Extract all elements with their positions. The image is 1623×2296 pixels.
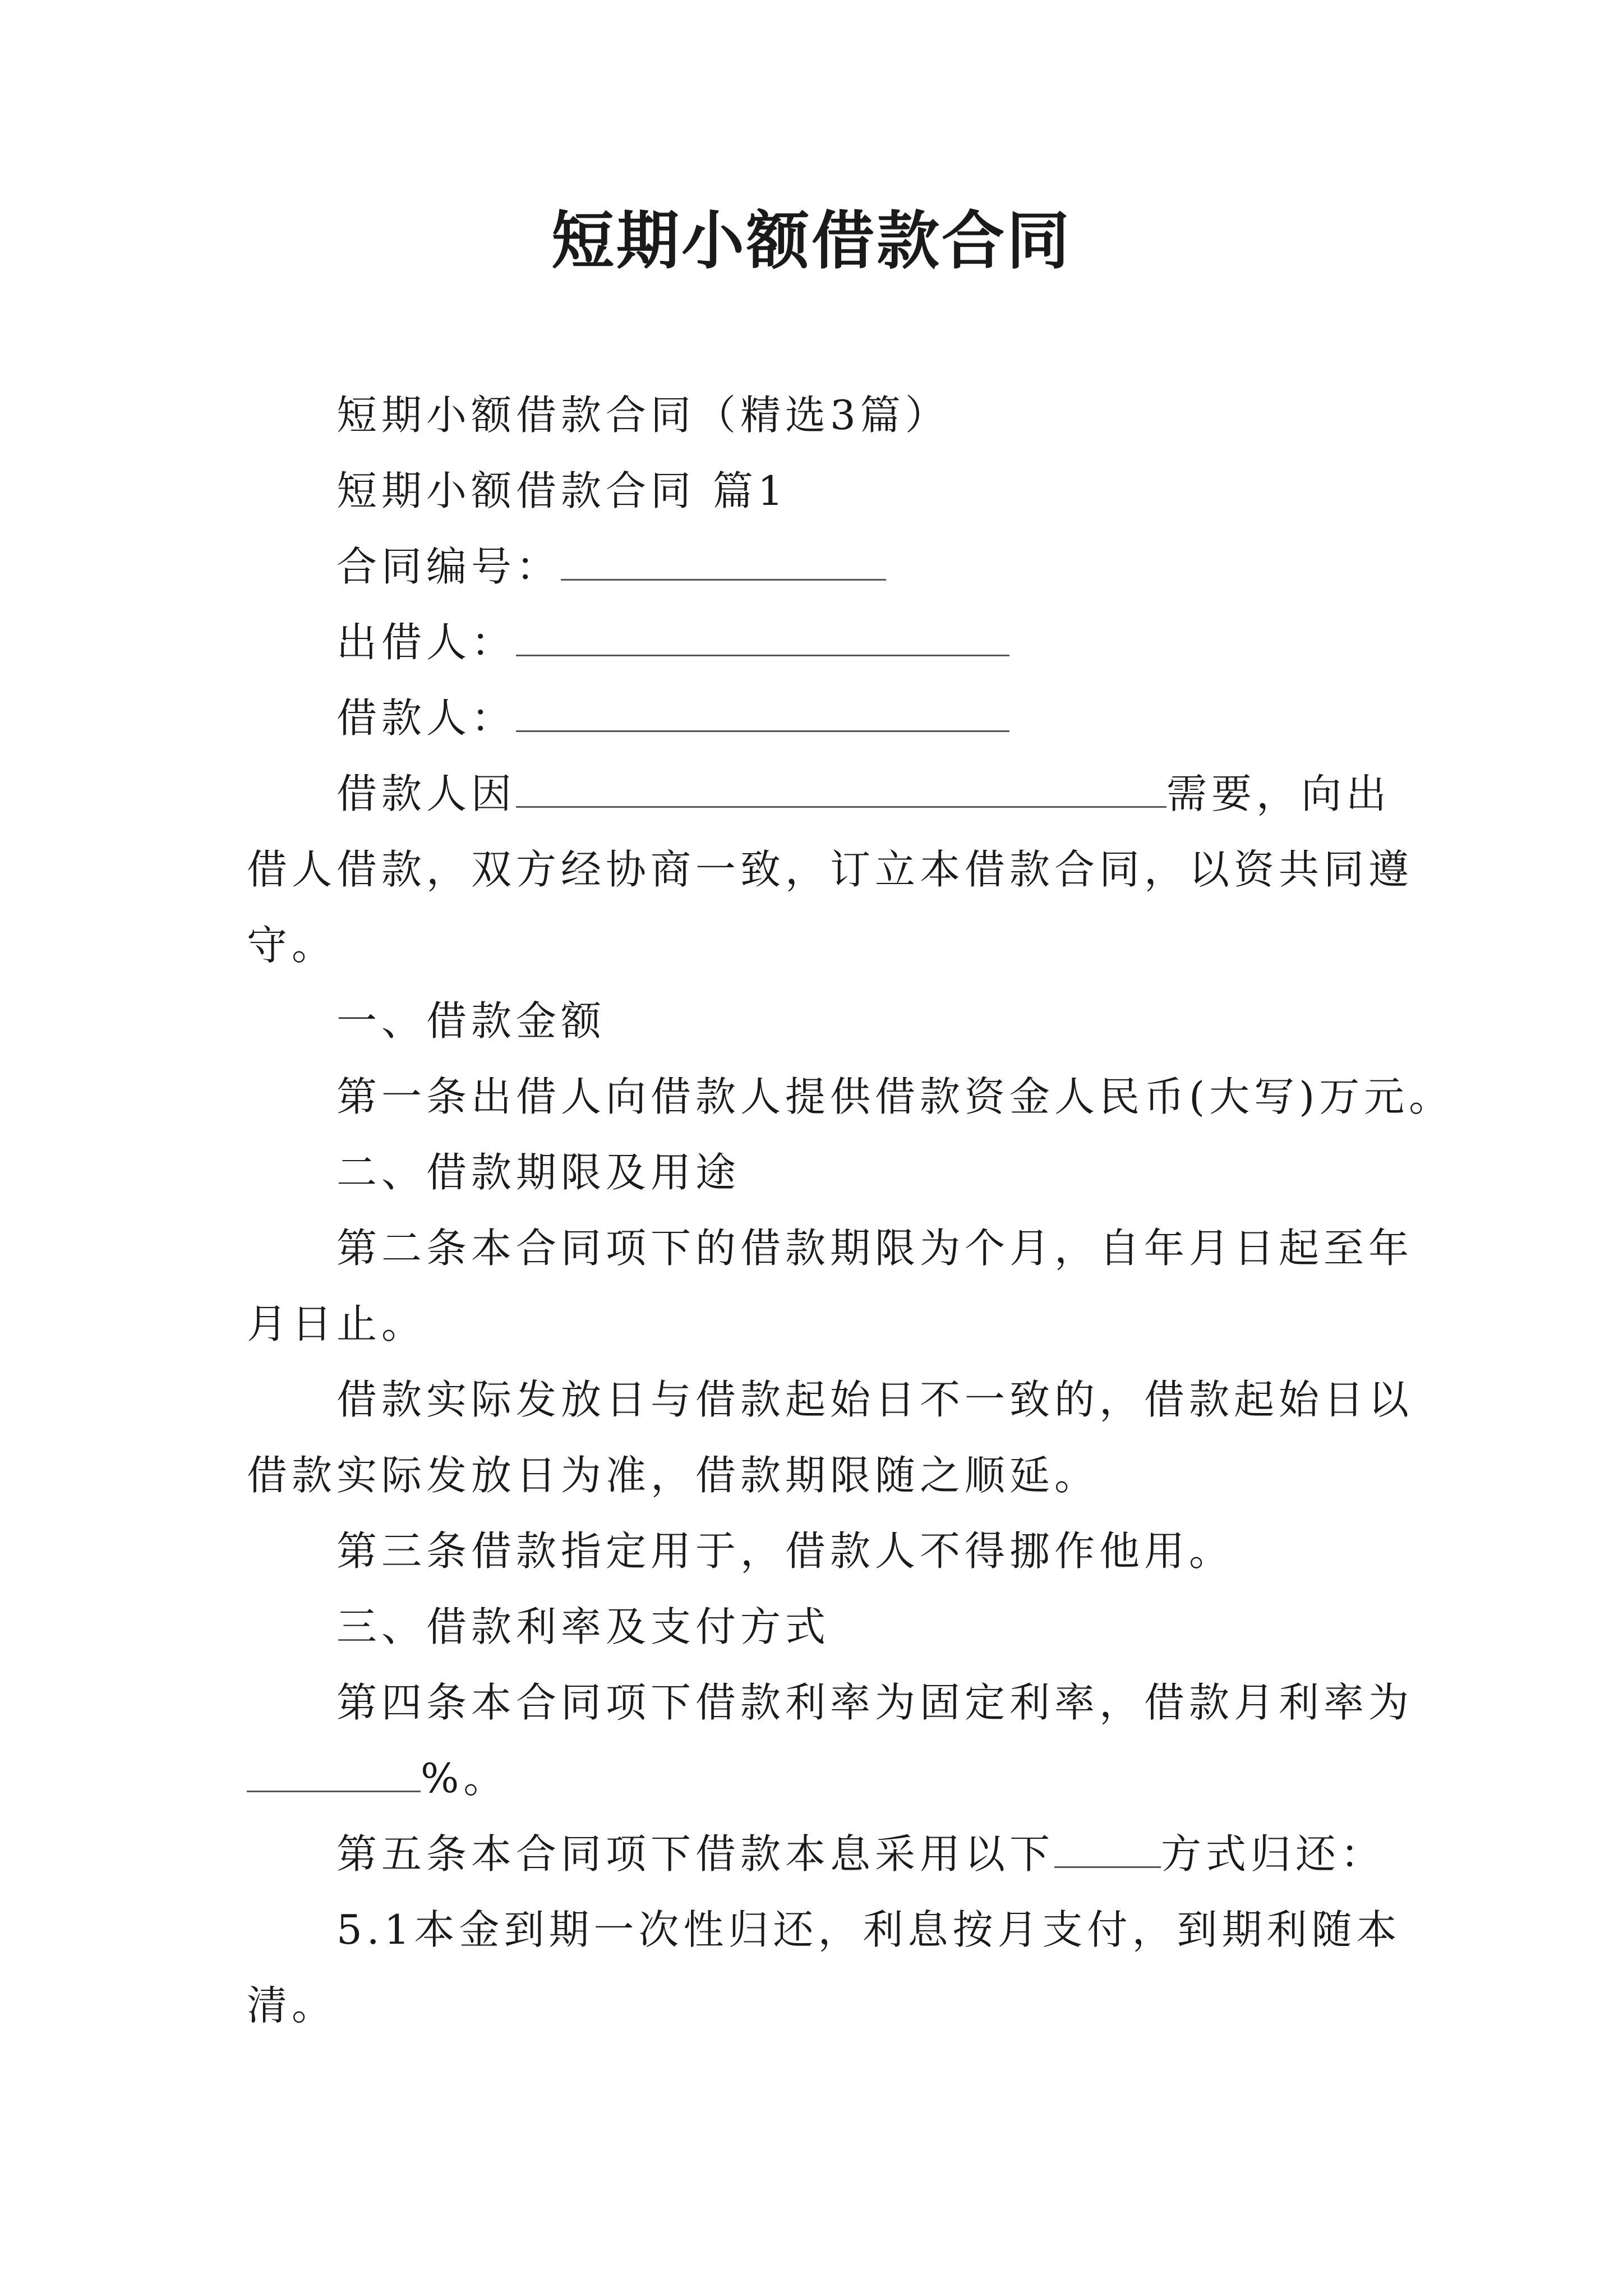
repayment-method-blank xyxy=(1054,1833,1161,1868)
reason-line-2: 借人借款，双方经协商一致，订立本借款合同，以资共同遵 xyxy=(247,846,1414,893)
lender-blank xyxy=(516,621,1009,656)
borrower-blank xyxy=(516,697,1009,732)
interest-rate-blank xyxy=(247,1757,421,1792)
heading-loan-amount: 一、借款金额 xyxy=(336,997,606,1045)
reason-suffix: 需要，向出 xyxy=(1166,770,1391,817)
article-2-line-1: 第二条本合同项下的借款期限为个月，自年月日起至年 xyxy=(336,1225,1414,1272)
borrower-label: 借款人： xyxy=(336,694,517,742)
lender-row xyxy=(336,614,1009,670)
subtitle: 短期小额借款合同（精选3篇） xyxy=(336,392,950,439)
contract-number-row xyxy=(336,539,886,595)
lender-label: 出借人： xyxy=(336,619,517,666)
reason-blank xyxy=(516,772,1166,808)
article-5-suffix: 方式归还： xyxy=(1161,1830,1386,1878)
article-2-line-2: 月日止。 xyxy=(247,1300,427,1347)
clause-5-1-line-2: 清。 xyxy=(247,1982,337,2029)
clause-5-1-line-1: 5.1本金到期一次性归还，利息按月支付，到期利随本 xyxy=(336,1906,1401,1953)
heading-interest-rate: 三、借款利率及支付方式 xyxy=(336,1603,831,1650)
section-heading: 短期小额借款合同 篇1 xyxy=(336,467,788,514)
document-title: 短期小额借款合同 xyxy=(551,204,1072,278)
actual-date-line-1: 借款实际发放日与借款起始日不一致的，借款起始日以 xyxy=(336,1376,1414,1423)
heading-loan-term: 二、借款期限及用途 xyxy=(336,1149,741,1196)
borrower-row xyxy=(336,690,1009,746)
article-4-line-1: 第四条本合同项下借款利率为固定利率，借款月利率为 xyxy=(336,1679,1414,1726)
reason-prefix: 借款人因 xyxy=(336,770,517,817)
reason-row xyxy=(336,766,1391,822)
article-5-prefix: 第五条本合同项下借款本息采用以下 xyxy=(336,1830,1055,1878)
article-1: 第一条出借人向借款人提供借款资金人民币(大写)万元。 xyxy=(336,1073,1454,1120)
actual-date-line-2: 借款实际发放日为准，借款期限随之顺延。 xyxy=(247,1452,1100,1499)
contract-number-blank xyxy=(561,545,886,581)
article-4-line-2 xyxy=(247,1750,508,1806)
article-5-row xyxy=(336,1826,1385,1882)
contract-number-label: 合同编号： xyxy=(336,543,561,590)
article-3: 第三条借款指定用于，借款人不得挪作他用。 xyxy=(336,1527,1234,1575)
article-4-suffix: %。 xyxy=(421,1755,509,1802)
reason-line-3: 守。 xyxy=(247,922,337,969)
